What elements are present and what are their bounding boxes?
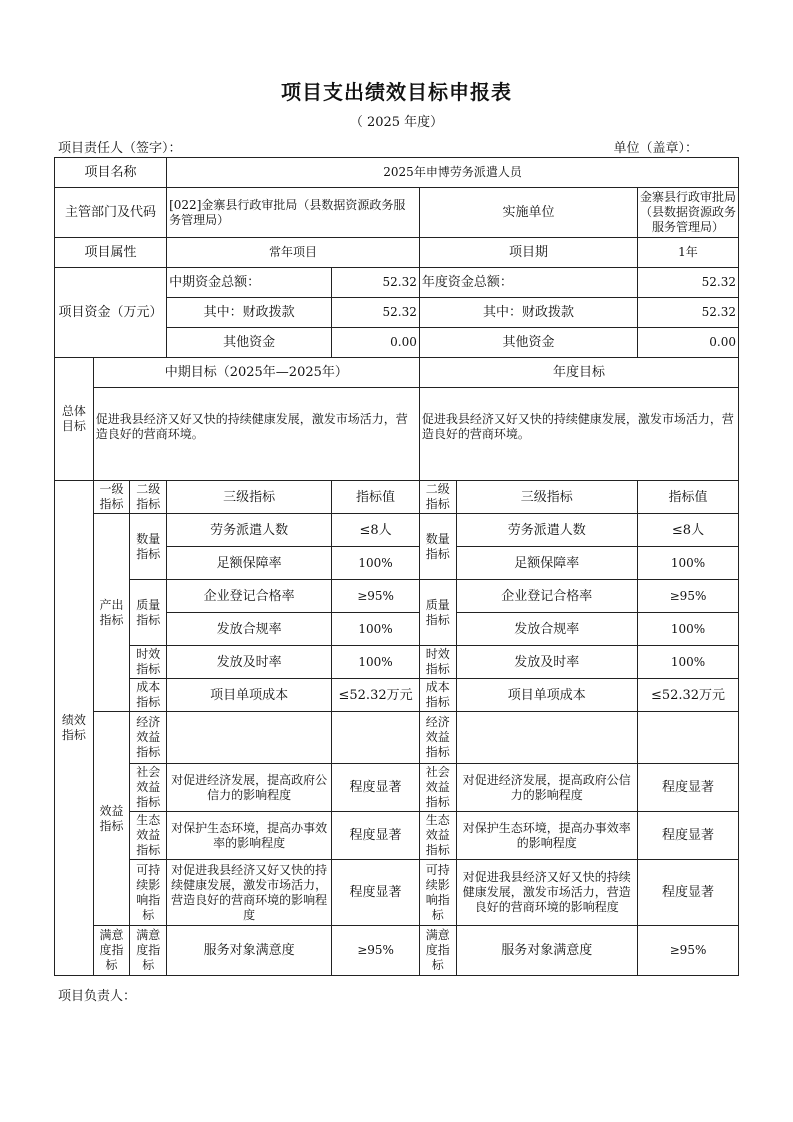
year-total-value: 52.32 [638,268,739,298]
project-name-label: 项目名称 [55,158,167,188]
indicator-payment-compliance: 发放合规率 [167,613,332,646]
attr-value: 常年项目 [167,238,420,268]
economic-value-empty-year [638,712,739,764]
economic-label-year: 经济效益指标 [419,712,456,764]
indicator-social-impact: 对促进经济发展，提高政府公信力的影响程度 [167,764,332,812]
header-level1: 一级指标 [93,481,130,514]
quality-label-year: 质量指标 [419,580,456,646]
indicator-unit-cost: 项目单项成本 [167,679,332,712]
year-other-value: 0.00 [638,328,739,358]
value-dispatch-count: ≤8人 [332,514,420,547]
value-social-impact: 程度显著 [332,764,420,812]
economic-indicator-empty-year [456,712,637,764]
indicator-full-coverage-year: 足额保障率 [456,547,637,580]
project-leader-label: 项目负责人： [58,989,137,1004]
period-label: 项目期 [419,238,637,268]
attr-label: 项目属性 [55,238,167,268]
sustainable-label-year: 可持续影响指标 [419,860,456,926]
year-line: （ 2025 年度） [349,115,444,130]
quality-label: 质量指标 [130,580,167,646]
indicator-registration-pass: 企业登记合格率 [167,580,332,613]
output-indicator-label: 产出指标 [93,514,130,712]
value-service-satisfaction: ≥95% [332,926,420,976]
performance-indicator-label: 绩效指标 [55,481,94,976]
header-level3: 三级指标 [167,481,332,514]
year-fiscal-label: 其中：财政拨款 [419,298,637,328]
funds-label: 项目资金（万元） [55,268,167,358]
quantity-label: 数量指标 [130,514,167,580]
value-ecological-impact-year: 程度显著 [638,812,739,860]
mid-total-value: 52.32 [332,268,420,298]
value-sustainable-impact-year: 程度显著 [638,860,739,926]
sustainable-label: 可持续影响指标 [130,860,167,926]
cost-label: 成本指标 [130,679,167,712]
period-value: 1年 [638,238,739,268]
value-full-coverage-year: 100% [638,547,739,580]
indicator-sustainable-impact: 对促进我县经济又好又快的持续健康发展，激发市场活力，营造良好的营商环境的影响程度 [167,860,332,926]
value-sustainable-impact: 程度显著 [332,860,420,926]
indicator-registration-pass-year: 企业登记合格率 [456,580,637,613]
indicator-social-impact-year: 对促进经济发展，提高政府公信力的影响程度 [456,764,637,812]
indicator-service-satisfaction: 服务对象满意度 [167,926,332,976]
economic-value-empty [332,712,420,764]
year-total-label: 年度资金总额： [419,268,637,298]
value-payment-compliance-year: 100% [638,613,739,646]
timeliness-label: 时效指标 [130,646,167,679]
economic-indicator-empty [167,712,332,764]
value-unit-cost: ≤52.32万元 [332,679,420,712]
timeliness-label-year: 时效指标 [419,646,456,679]
quantity-label-year: 数量指标 [419,514,456,580]
header-level2-year: 二级指标 [419,481,456,514]
indicator-payment-timely: 发放及时率 [167,646,332,679]
indicator-unit-cost-year: 项目单项成本 [456,679,637,712]
social-label-year: 社会效益指标 [419,764,456,812]
project-name-value: 2025年申博劳务派遣人员 [167,158,739,188]
header-value-year: 指标值 [638,481,739,514]
indicator-payment-compliance-year: 发放合规率 [456,613,637,646]
satisfaction-indicator-label: 满意度指标 [93,926,130,976]
year-goal-text: 促进我县经济又好又快的持续健康发展，激发市场活力，营造良好的营商环境。 [419,388,738,481]
year-other-label: 其他资金 [419,328,637,358]
indicator-ecological-impact: 对保护生态环境，提高办事效率的影响程度 [167,812,332,860]
value-unit-cost-year: ≤52.32万元 [638,679,739,712]
responsible-label: 项目责任人（签字）： [58,141,182,156]
value-registration-pass: ≥95% [332,580,420,613]
indicator-service-satisfaction-year: 服务对象满意度 [456,926,637,976]
indicator-ecological-impact-year: 对保护生态环境，提高办事效率的影响程度 [456,812,637,860]
value-payment-timely-year: 100% [638,646,739,679]
header-level2: 二级指标 [130,481,167,514]
value-full-coverage: 100% [332,547,420,580]
overall-goal-label: 总体目标 [55,358,94,481]
ecological-label: 生态效益指标 [130,812,167,860]
economic-label: 经济效益指标 [130,712,167,764]
mid-other-value: 0.00 [332,328,420,358]
value-dispatch-count-year: ≤8人 [638,514,739,547]
cost-label-year: 成本指标 [419,679,456,712]
value-registration-pass-year: ≥95% [638,580,739,613]
satisfaction-label: 满意度指标 [130,926,167,976]
satisfaction-label-year: 满意度指标 [419,926,456,976]
value-payment-timely: 100% [332,646,420,679]
mid-goal-text: 促进我县经济又好又快的持续健康发展，激发市场活力，营造良好的营商环境。 [93,388,419,481]
benefit-indicator-label: 效益指标 [93,712,130,926]
year-goal-header: 年度目标 [419,358,738,388]
mid-total-label: 中期资金总额： [167,268,332,298]
header-level3-year: 三级指标 [456,481,637,514]
dept-value: [022]金寨县行政审批局（县数据资源政务服务管理局） [167,188,420,238]
indicator-dispatch-count-year: 劳务派遣人数 [456,514,637,547]
value-payment-compliance: 100% [332,613,420,646]
dept-label: 主管部门及代码 [55,188,167,238]
form-title: 项目支出绩效目标申报表 [281,80,512,104]
unit-label: 单位（盖章）： [613,141,698,156]
indicator-payment-timely-year: 发放及时率 [456,646,637,679]
indicator-dispatch-count: 劳务派遣人数 [167,514,332,547]
value-service-satisfaction-year: ≥95% [638,926,739,976]
value-social-impact-year: 程度显著 [638,764,739,812]
ecological-label-year: 生态效益指标 [419,812,456,860]
mid-other-label: 其他资金 [167,328,332,358]
impl-unit-value: 金寨县行政审批局（县数据资源政务服务管理局） [638,188,739,238]
mid-goal-header: 中期目标（2025年—2025年） [93,358,419,388]
value-ecological-impact: 程度显著 [332,812,420,860]
header-value: 指标值 [332,481,420,514]
indicator-full-coverage: 足额保障率 [167,547,332,580]
performance-table [54,157,739,976]
mid-fiscal-label: 其中：财政拨款 [167,298,332,328]
mid-fiscal-value: 52.32 [332,298,420,328]
social-label: 社会效益指标 [130,764,167,812]
year-fiscal-value: 52.32 [638,298,739,328]
impl-unit-label: 实施单位 [419,188,637,238]
indicator-sustainable-impact-year: 对促进我县经济又好又快的持续健康发展，激发市场活力，营造良好的营商环境的影响程度 [456,860,637,926]
